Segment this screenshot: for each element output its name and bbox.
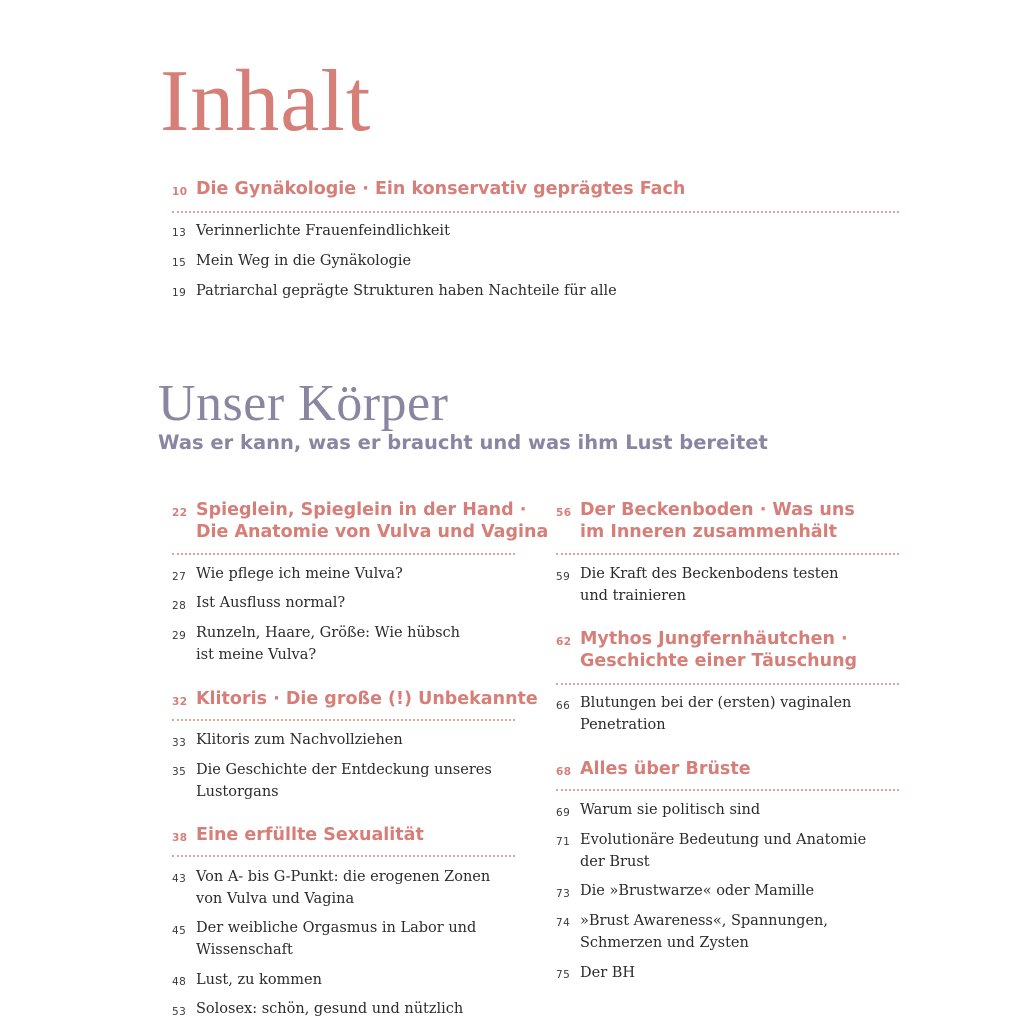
toc-item: Klitoris zum Nachvollziehen [196,732,403,748]
chapter-page-number: 62 [556,636,572,648]
chapter-divider [556,553,899,555]
chapter-title-line: Eine erfüllte Sexualität [196,825,424,845]
chapter-title-line: Geschichte einer Täuschung [580,651,858,671]
toc-item-continued: der Brust [580,854,650,870]
item-page-number: 59 [556,571,571,583]
chapter-page-number: 32 [172,696,188,708]
item-page-number: 35 [172,766,187,778]
item-page-number: 28 [172,600,187,612]
toc-item-continued: Wissenschaft [196,942,293,958]
chapter-title-line: Mythos Jungfernhäutchen · [580,629,848,649]
chapter-divider [172,211,899,213]
toc-item: Evolutionäre Bedeutung und Anatomie [580,832,867,848]
item-page-number: 33 [172,737,187,749]
chapter-title-line: Spieglein, Spieglein in der Hand · [196,500,527,520]
chapter-page-number: 56 [556,507,572,519]
toc-item: Solosex: schön, gesund und nützlich [196,1001,464,1017]
toc-item-continued: von Vulva und Vagina [196,891,355,907]
chapter-title-line: Klitoris · Die große (!) Unbekannte [196,689,538,709]
toc-item: Der weibliche Orgasmus in Labor und [196,920,477,936]
toc-item: Die Kraft des Beckenbodens testen [580,566,839,582]
item-page-number: 48 [172,976,187,988]
toc-item: Lust, zu kommen [196,972,322,988]
item-page-number: 66 [556,700,571,712]
toc-item: Runzeln, Haare, Größe: Wie hübsch [196,625,461,641]
toc-item-continued: und trainieren [580,588,687,604]
chapter-divider [556,683,899,685]
toc-item: Warum sie politisch sind [580,802,761,818]
toc-item: Verinnerlichte Frauenfeindlichkeit [196,223,450,239]
toc-item-continued: Lustorgans [196,784,279,800]
item-page-number: 13 [172,227,187,239]
item-page-number: 69 [556,807,571,819]
chapter-title-line: Alles über Brüste [580,759,751,779]
toc-item: Wie pflege ich meine Vulva? [196,566,403,582]
item-page-number: 29 [172,630,187,642]
chapter-title: Die Gynäkologie · Ein konservativ geprägtes Fach [196,179,686,199]
item-page-number: 43 [172,873,187,885]
toc-item-continued: Penetration [580,717,666,733]
toc-item: Die »Brustwarze« oder Mamille [580,883,815,899]
item-page-number: 73 [556,888,571,900]
item-page-number: 15 [172,257,187,269]
chapter-title-line: Der Beckenboden · Was uns [580,500,855,520]
item-page-number: 19 [172,287,187,299]
chapter-page-number: 22 [172,507,188,519]
toc-item: Der BH [580,965,636,981]
section-title: Unser Körper [158,375,449,432]
toc-item: Ist Ausfluss normal? [196,595,346,611]
item-page-number: 27 [172,571,187,583]
chapter-page-number: 68 [556,766,572,778]
chapter-title-line: Die Anatomie von Vulva und Vagina [196,522,549,542]
toc-item: Blutungen bei der (ersten) vaginalen [580,695,852,711]
item-page-number: 53 [172,1006,187,1018]
chapter-divider [172,553,515,555]
toc-item-continued: ist meine Vulva? [196,647,317,663]
item-page-number: 71 [556,836,571,848]
section-subtitle: Was er kann, was er braucht und was ihm Lust bereitet [158,431,768,454]
chapter-title-line: im Inneren zusammenhält [580,522,837,542]
toc-item: »Brust Awareness«, Spannungen, [580,913,828,929]
toc-item: Mein Weg in die Gynäkologie [196,253,412,269]
item-page-number: 74 [556,917,571,929]
toc-item: Die Geschichte der Entdeckung unseres [196,762,492,778]
chapter-page-number: 10 [172,186,188,198]
chapter-page-number: 38 [172,832,188,844]
toc-item: Patriarchal geprägte Strukturen haben Nachteile für alle [196,283,617,299]
page-title: Inhalt [160,53,372,150]
chapter-divider [172,719,515,721]
toc-item-continued: Schmerzen und Zysten [580,935,749,951]
item-page-number: 75 [556,969,571,981]
item-page-number: 45 [172,925,187,937]
chapter-divider [556,789,899,791]
chapter-divider [172,855,515,857]
toc-item: Von A- bis G-Punkt: die erogenen Zonen [196,869,491,885]
